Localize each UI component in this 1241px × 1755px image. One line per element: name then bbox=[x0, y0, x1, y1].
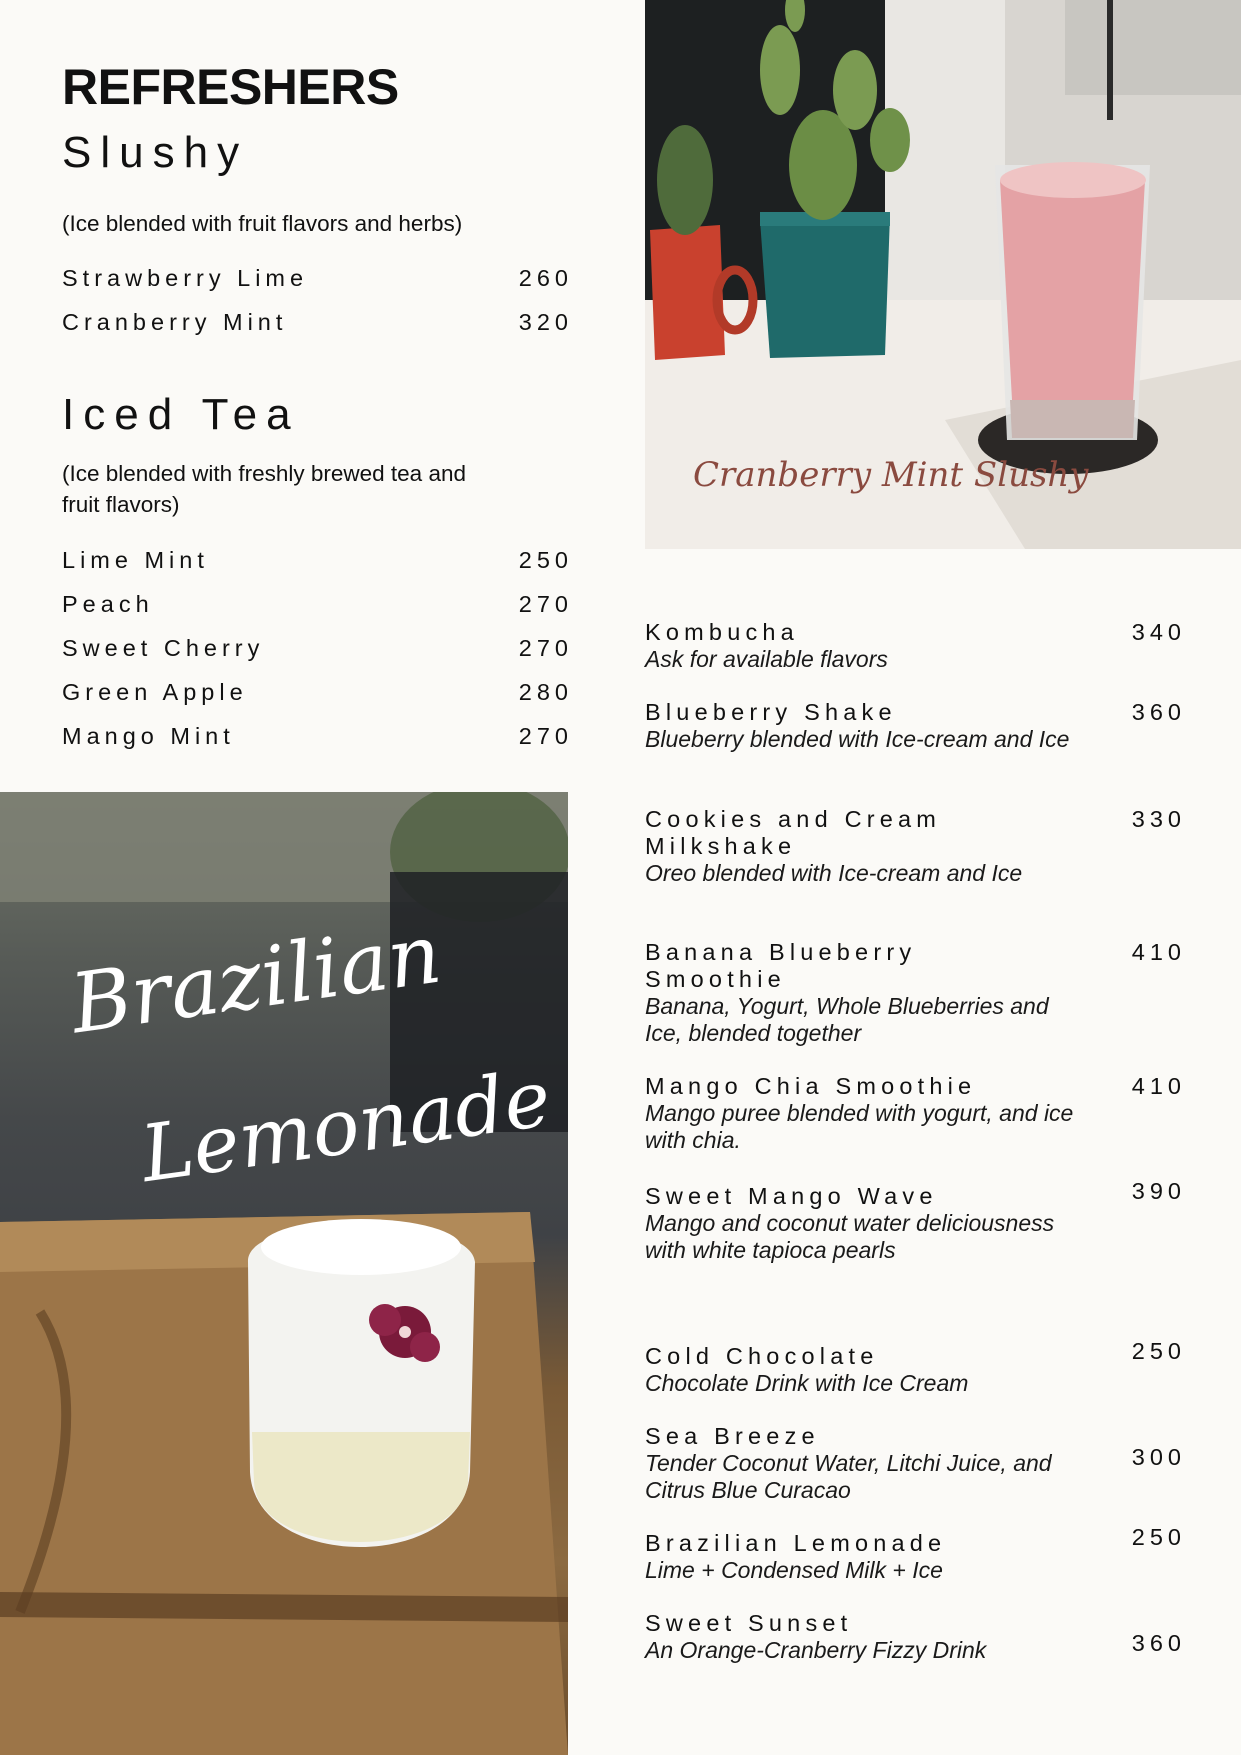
drink-item bbox=[645, 1530, 1085, 1584]
iced-tea-item-price: 250 bbox=[518, 547, 573, 573]
drink-name: Blueberry Shake bbox=[645, 699, 897, 725]
drink-name: Sea Breeze bbox=[645, 1423, 820, 1449]
drink-name: Sweet Mango Wave bbox=[645, 1183, 938, 1209]
iced-tea-item-name: Green Apple bbox=[62, 679, 248, 705]
iced-tea-item-name: Lime Mint bbox=[62, 547, 209, 573]
drink-description: Oreo blended with Ice-cream and Ice bbox=[645, 860, 1023, 886]
lemonade-caption-line2: Lemonade bbox=[135, 1053, 556, 1201]
drink-price: 410 bbox=[1131, 1073, 1186, 1099]
drink-name: Banana Blueberry Smoothie bbox=[645, 939, 917, 992]
drink-price: 300 bbox=[1131, 1444, 1186, 1470]
drink-description: Lime + Condensed Milk + Ice bbox=[645, 1557, 943, 1583]
slushy-item-price: 260 bbox=[518, 265, 573, 291]
drink-name: Cookies and Cream Milkshake bbox=[645, 806, 942, 859]
cranberry-slushy-caption: Cranberry Mint Slushy bbox=[693, 455, 1089, 495]
drink-item bbox=[645, 619, 1085, 673]
iced-tea-item-price: 270 bbox=[518, 635, 573, 661]
drink-name: Brazilian Lemonade bbox=[645, 1530, 947, 1556]
drink-price: 410 bbox=[1131, 939, 1186, 965]
drink-price: 250 bbox=[1131, 1338, 1186, 1364]
drink-item bbox=[645, 939, 1049, 1047]
brazilian-lemonade-photo bbox=[0, 792, 568, 1755]
cranberry-slushy-photo bbox=[645, 0, 1241, 549]
drink-item bbox=[645, 699, 1085, 753]
iced-tea-item-price: 280 bbox=[518, 679, 573, 705]
drink-description: Banana, Yogurt, Whole Blueberries and Ice, blended together bbox=[645, 993, 1049, 1046]
drink-price: 330 bbox=[1131, 806, 1186, 832]
drink-price: 360 bbox=[1131, 699, 1186, 725]
drink-price: 390 bbox=[1131, 1178, 1186, 1204]
drink-description: Mango puree blended with yogurt, and ice with chia. bbox=[645, 1100, 1074, 1153]
drink-item bbox=[645, 1610, 1085, 1664]
drink-item bbox=[645, 1183, 1065, 1264]
iced-tea-item-name: Peach bbox=[62, 591, 154, 617]
menu-heading: REFRESHERS bbox=[62, 59, 399, 115]
iced-tea-item-name: Mango Mint bbox=[62, 723, 235, 749]
drink-price: 250 bbox=[1131, 1524, 1186, 1550]
drink-price: 340 bbox=[1131, 619, 1186, 645]
drink-description: Mango and coconut water deliciousness with white tapioca pearls bbox=[645, 1210, 1055, 1263]
drink-price: 360 bbox=[1131, 1630, 1186, 1656]
drink-item bbox=[645, 1343, 1085, 1397]
slushy-description: (Ice blended with fruit flavors and herbs) bbox=[62, 211, 463, 236]
iced-tea-item-price: 270 bbox=[518, 591, 573, 617]
iced-tea-title: Iced Tea bbox=[62, 390, 300, 439]
drink-description: An Orange-Cranberry Fizzy Drink bbox=[645, 1637, 987, 1663]
drink-item bbox=[645, 1073, 1085, 1154]
drink-description: Ask for available flavors bbox=[645, 646, 888, 672]
slushy-item-name: Strawberry Lime bbox=[62, 265, 309, 291]
drink-item bbox=[645, 1423, 1085, 1504]
slushy-item-price: 320 bbox=[518, 309, 573, 335]
iced-tea-item-price: 270 bbox=[518, 723, 573, 749]
drink-name: Sweet Sunset bbox=[645, 1610, 853, 1636]
slushy-item-name: Cranberry Mint bbox=[62, 309, 288, 335]
drink-name: Cold Chocolate bbox=[645, 1343, 879, 1369]
drink-name: Mango Chia Smoothie bbox=[645, 1073, 977, 1099]
slushy-title: Slushy bbox=[62, 128, 249, 177]
iced-tea-description: (Ice blended with freshly brewed tea and fruit flavors) bbox=[62, 461, 466, 517]
drink-description: Blueberry blended with Ice-cream and Ice bbox=[645, 726, 1070, 752]
drink-name: Kombucha bbox=[645, 619, 799, 645]
drink-item bbox=[645, 806, 1045, 887]
drink-description: Tender Coconut Water, Litchi Juice, and Citrus Blue Curacao bbox=[645, 1450, 1052, 1503]
lemonade-caption-line1: Brazilian bbox=[65, 906, 447, 1053]
drink-description: Chocolate Drink with Ice Cream bbox=[645, 1370, 969, 1396]
iced-tea-item-name: Sweet Cherry bbox=[62, 635, 265, 661]
